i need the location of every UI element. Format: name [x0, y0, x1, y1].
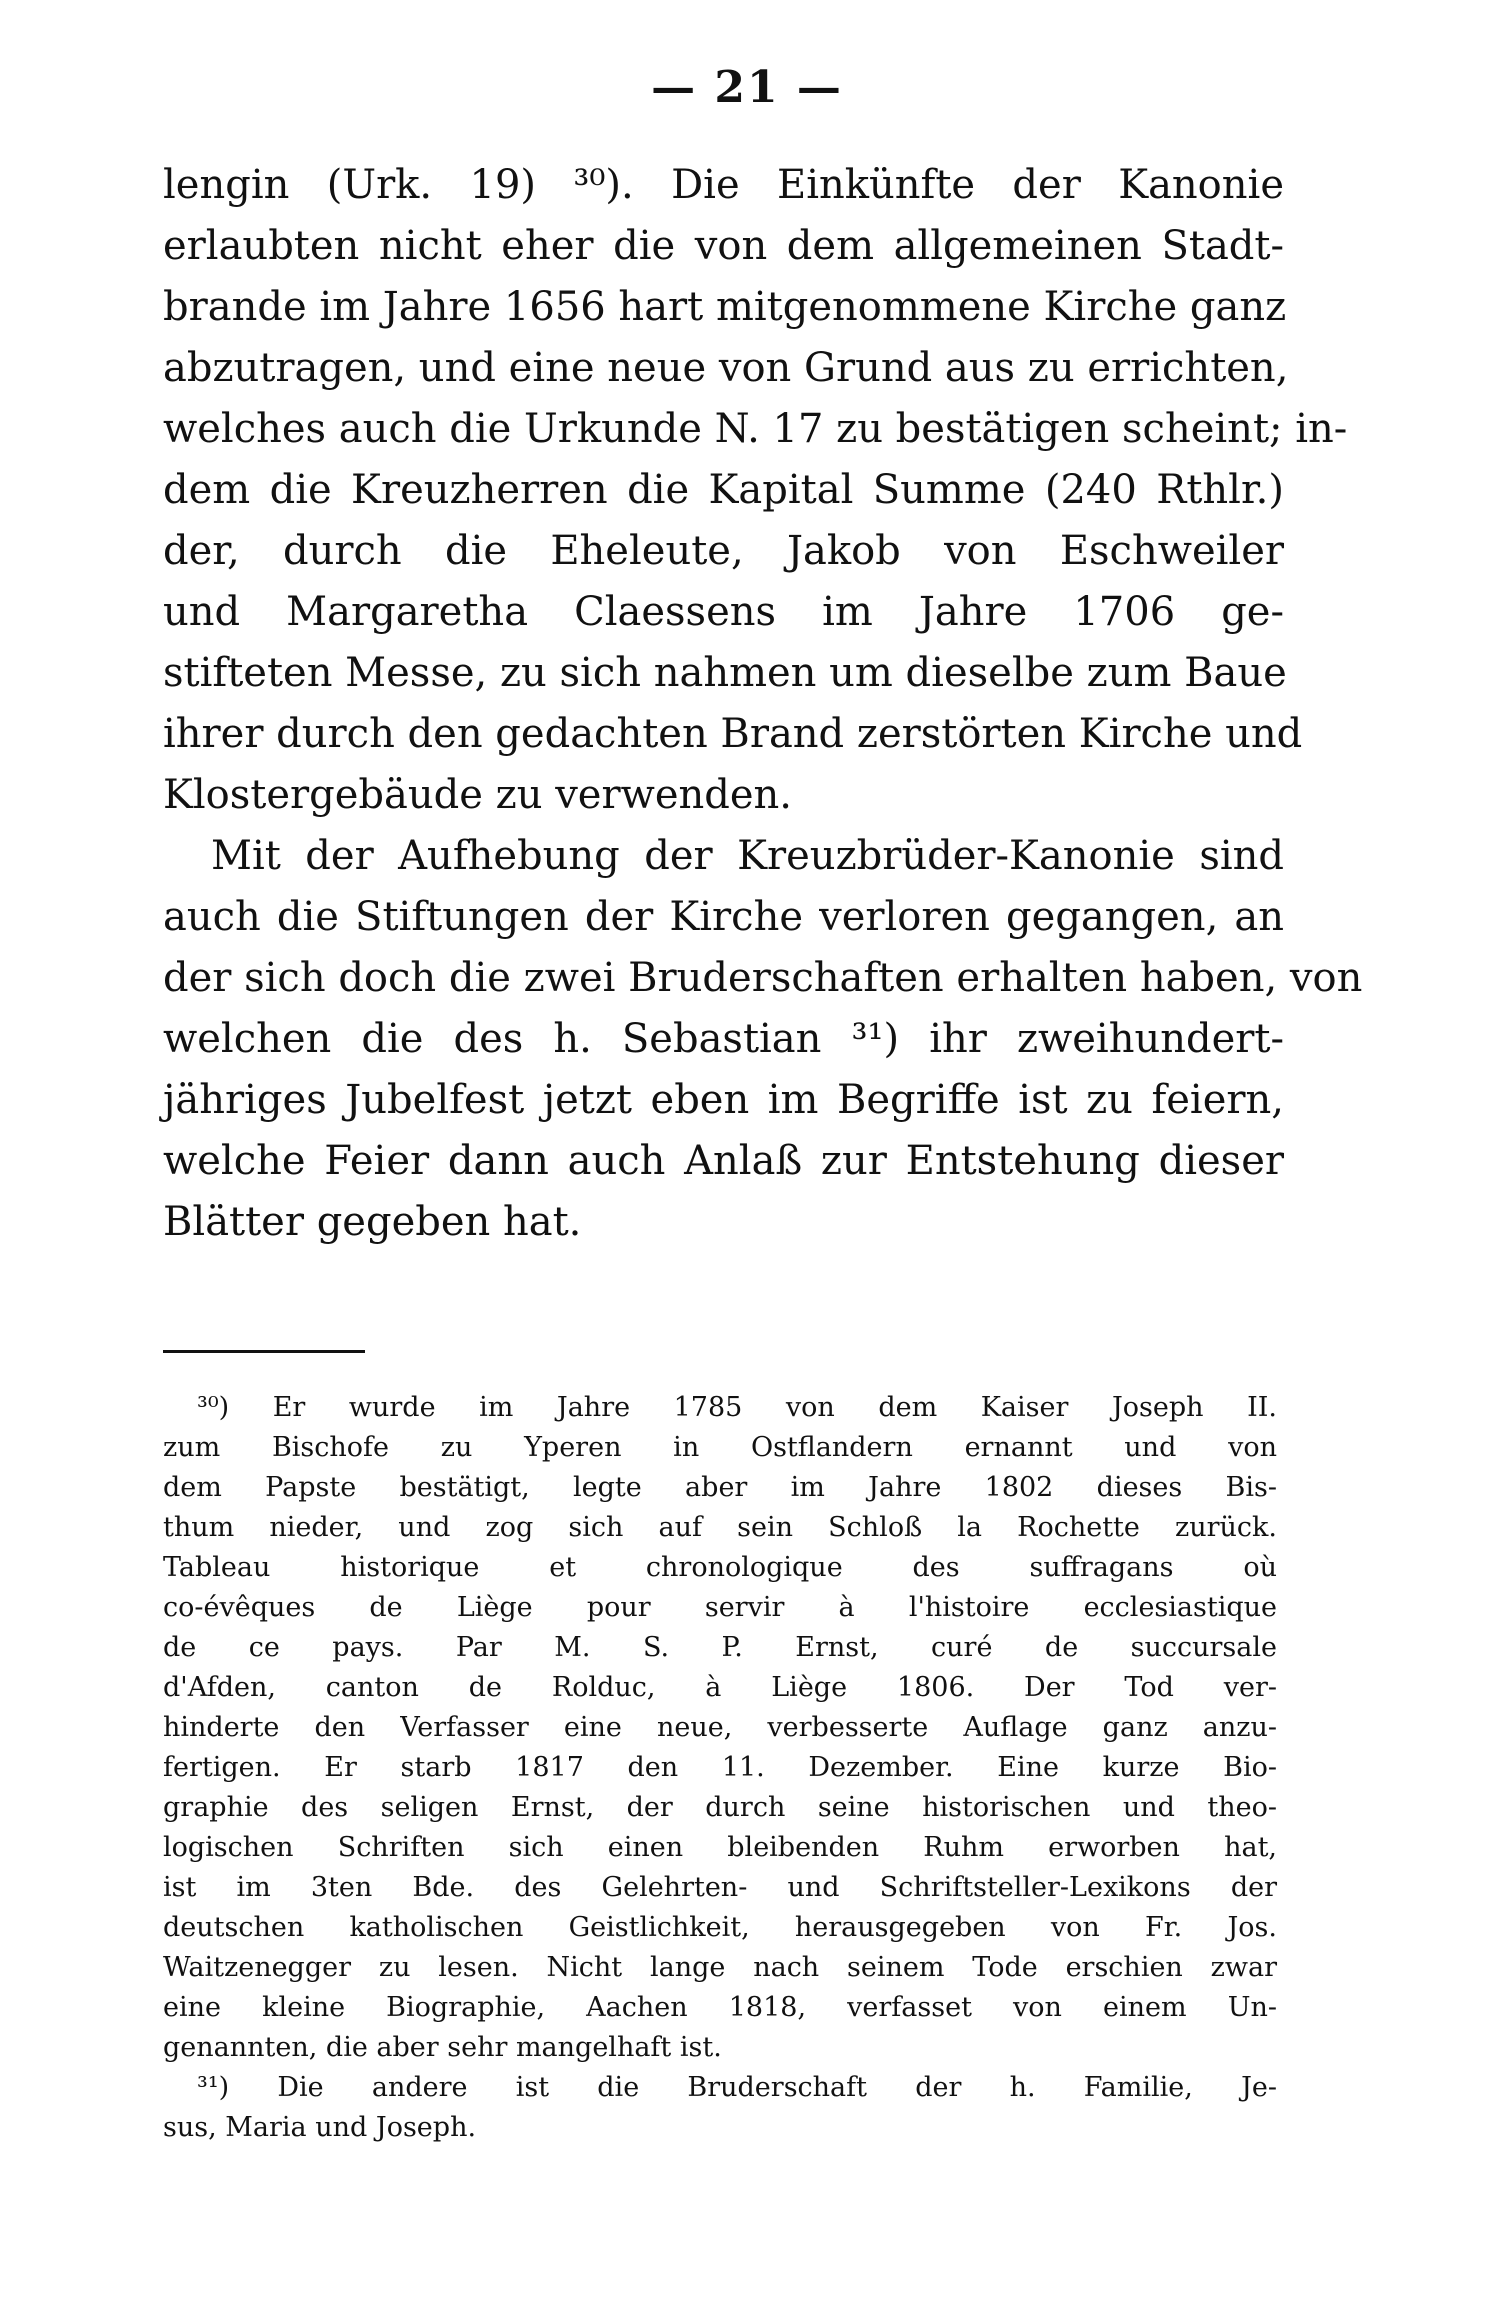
- footnote-line: fertigen. Er starb 1817 den 11. Dezember. Eine kurze Bio-: [163, 1752, 1277, 1783]
- footnote-line: ³¹) Die andere ist die Bruderschaft der h. Familie, Je-: [197, 2072, 1277, 2103]
- footnote-line: Tableau historique et chronologique des suffragans où: [163, 1552, 1277, 1583]
- footnote-line: de ce pays. Par M. S. P. Ernst, curé de succursale: [163, 1632, 1277, 1663]
- footnote-line: ³⁰) Er wurde im Jahre 1785 von dem Kaiser Joseph II.: [197, 1392, 1277, 1423]
- body-line: und Margaretha Claessens im Jahre 1706 ge-: [163, 589, 1284, 635]
- footnote-line: genannten, die aber sehr mangelhaft ist.: [163, 2032, 722, 2063]
- body-line: abzutragen, und eine neue von Grund aus zu errichten,: [163, 345, 1289, 391]
- footnote-line: graphie des seligen Ernst, der durch seine historischen und theo-: [163, 1792, 1277, 1823]
- footnotes: [163, 1388, 1277, 2148]
- body-line: welches auch die Urkunde N. 17 zu bestätigen scheint; in-: [163, 406, 1348, 452]
- body-line: ihrer durch den gedachten Brand zerstörten Kirche und: [163, 711, 1303, 757]
- body-line: stifteten Messe, zu sich nahmen um dieselbe zum Baue: [163, 650, 1287, 696]
- page-number: — 21 —: [651, 62, 843, 113]
- body-line: der sich doch die zwei Bruderschaften erhalten haben, von: [163, 955, 1363, 1001]
- footnote-line: thum nieder, und zog sich auf sein Schloß la Rochette zurück.: [163, 1512, 1277, 1543]
- body-line: jähriges Jubelfest jetzt eben im Begriffe ist zu feiern,: [163, 1077, 1284, 1123]
- footnote-line: dem Papste bestätigt, legte aber im Jahre 1802 dieses Bis-: [163, 1472, 1277, 1503]
- footnote-line: deutschen katholischen Geistlichkeit, herausgegeben von Fr. Jos.: [163, 1912, 1277, 1943]
- body-line: dem die Kreuzherren die Kapital Summe (240 Rthlr.): [163, 467, 1284, 513]
- body-line: Klostergebäude zu verwenden.: [163, 772, 793, 818]
- footnote-divider: [163, 1350, 365, 1353]
- body-line: der, durch die Eheleute, Jakob von Eschweiler: [163, 528, 1284, 574]
- footnote-line: co-évêques de Liège pour servir à l'histoire ecclesiastique: [163, 1592, 1277, 1623]
- footnote-line: ist im 3ten Bde. des Gelehrten- und Schriftsteller-Lexikons der: [163, 1872, 1277, 1903]
- body-line: lengin (Urk. 19) ³⁰). Die Einkünfte der Kanonie: [163, 162, 1284, 208]
- body-line: welchen die des h. Sebastian ³¹) ihr zweihundert-: [163, 1016, 1284, 1062]
- body-line: brande im Jahre 1656 hart mitgenommene Kirche ganz: [163, 284, 1287, 330]
- body-line: auch die Stiftungen der Kirche verloren gegangen, an: [163, 894, 1284, 940]
- body-line: welche Feier dann auch Anlaß zur Entstehung dieser: [163, 1138, 1284, 1184]
- footnote-line: sus, Maria und Joseph.: [163, 2112, 477, 2143]
- footnote-line: d'Afden, canton de Rolduc, à Liège 1806. Der Tod ver-: [163, 1672, 1277, 1703]
- footnote-line: Waitzenegger zu lesen. Nicht lange nach seinem Tode erschien zwar: [163, 1952, 1277, 1983]
- footnote-line: logischen Schriften sich einen bleibenden Ruhm erworben hat,: [163, 1832, 1277, 1863]
- body-line: Blätter gegeben hat.: [163, 1199, 582, 1245]
- footnote-line: hinderte den Verfasser eine neue, verbesserte Auflage ganz anzu-: [163, 1712, 1277, 1743]
- body-text: [163, 155, 1363, 1253]
- footnote-line: eine kleine Biographie, Aachen 1818, verfasset von einem Un-: [163, 1992, 1277, 2023]
- body-line: Mit der Aufhebung der Kreuzbrüder-Kanonie sind: [211, 833, 1284, 879]
- footnote-line: zum Bischofe zu Yperen in Ostflandern ernannt und von: [163, 1432, 1277, 1463]
- body-line: erlaubten nicht eher die von dem allgemeinen Stadt-: [163, 223, 1284, 269]
